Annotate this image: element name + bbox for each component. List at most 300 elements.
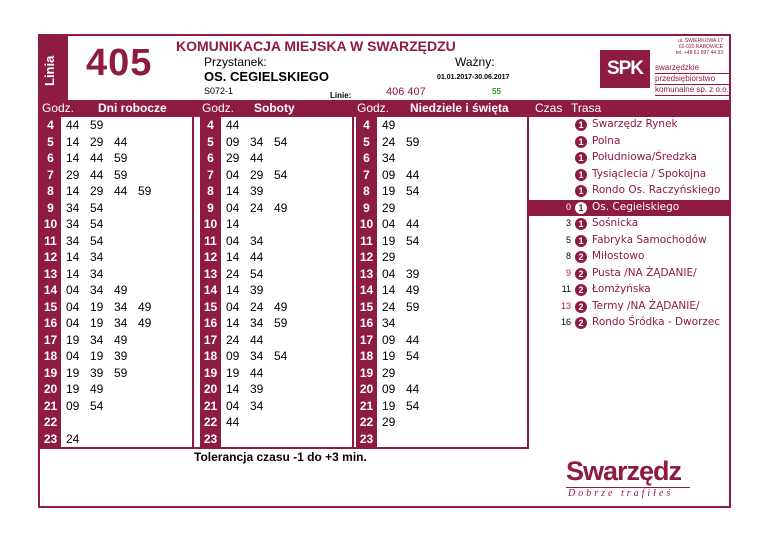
travel-time: 16 xyxy=(560,317,571,327)
minute-cell: 44 xyxy=(406,217,420,231)
hour-cell: 17 xyxy=(43,332,58,347)
address-line: 62-020 RABOWICE xyxy=(678,44,723,50)
table-row xyxy=(200,150,352,166)
route-stop xyxy=(529,282,731,298)
table-row xyxy=(200,398,352,414)
hour-cell: 21 xyxy=(203,398,218,413)
table-row xyxy=(200,167,352,183)
hour-cell: 13 xyxy=(203,266,218,281)
minute-cell: 34 xyxy=(90,283,104,297)
stop-name: Sośnicka xyxy=(592,217,639,229)
minute-cell: 49 xyxy=(274,200,288,215)
travel-time: 9 xyxy=(565,267,571,278)
hour-cell: 23 xyxy=(359,431,374,446)
minute-cell: 59 xyxy=(114,167,128,182)
hour-cell: 22 xyxy=(203,415,218,429)
minute-cell: 09 xyxy=(382,382,396,396)
hour-cell: 17 xyxy=(359,332,374,347)
hour-cell: 22 xyxy=(359,415,374,429)
minute-cell: 04 xyxy=(226,299,240,314)
table-row xyxy=(200,332,352,348)
minute-cell: 04 xyxy=(382,266,396,281)
table-row xyxy=(200,183,352,199)
minute-cell: 34 xyxy=(250,349,264,363)
minute-cell: 49 xyxy=(114,332,128,347)
minute-cell: 54 xyxy=(274,134,288,149)
godz-header: Godz. xyxy=(202,101,235,115)
minute-cell: 39 xyxy=(250,283,264,297)
hour-cell: 13 xyxy=(359,266,374,281)
route-stop xyxy=(529,167,731,183)
stop-name: OS. CEGIELSKIEGO xyxy=(204,69,329,84)
minute-cell: 19 xyxy=(382,233,396,248)
minute-cell: 54 xyxy=(406,398,420,413)
hour-cell: 10 xyxy=(203,217,218,231)
route-stop xyxy=(529,233,731,249)
minute-cell: 59 xyxy=(406,134,420,149)
minute-cell: 44 xyxy=(66,118,80,132)
minute-cell: 04 xyxy=(66,299,80,314)
minute-cell: 44 xyxy=(406,167,420,182)
minute-cell: 44 xyxy=(406,382,420,396)
route-header xyxy=(529,100,731,117)
minute-cell: 29 xyxy=(382,365,396,380)
table-row xyxy=(40,117,192,133)
table-row xyxy=(356,299,508,315)
sundays-header: Niedziele i święta xyxy=(410,101,509,115)
green-number: 55 xyxy=(492,87,501,96)
minute-cell: 34 xyxy=(382,151,396,165)
valid-dates: 01.01.2017-30.06.2017 xyxy=(437,74,510,81)
minute-cell: 44 xyxy=(250,332,264,347)
minute-cell: 54 xyxy=(90,217,104,231)
route-stop xyxy=(529,299,731,315)
zone-badge: 2 xyxy=(575,251,587,263)
hour-cell: 14 xyxy=(203,283,218,297)
minute-cell: 39 xyxy=(250,382,264,396)
stop-name: Rondo Śródka - Dworzec xyxy=(592,316,721,328)
minute-cell: 49 xyxy=(138,316,152,330)
minute-cell: 29 xyxy=(382,415,396,429)
table-row xyxy=(356,332,508,348)
table-row xyxy=(40,134,192,150)
minute-cell: 09 xyxy=(226,349,240,363)
stop-name: Miłostowo xyxy=(592,250,645,262)
table-row xyxy=(356,134,508,150)
minute-cell: 24 xyxy=(250,200,264,215)
minute-cell: 44 xyxy=(226,415,240,429)
table-row xyxy=(200,233,352,249)
hour-cell: 15 xyxy=(359,299,374,314)
stop-name: Łomżyńska xyxy=(592,283,651,295)
minute-cell: 19 xyxy=(90,349,104,363)
hour-cell: 19 xyxy=(359,365,374,380)
zone-badge: 1 xyxy=(575,235,587,247)
hour-cell: 14 xyxy=(43,283,58,297)
table-row xyxy=(356,216,508,232)
stop-name: Pusta /NA ŻĄDANIE/ xyxy=(592,266,697,279)
minute-cell: 54 xyxy=(406,233,420,248)
minute-cell: 54 xyxy=(406,184,420,198)
minute-cell: 34 xyxy=(114,299,128,314)
minute-cell: 54 xyxy=(250,266,264,281)
route-stop xyxy=(529,183,731,199)
hour-cell: 17 xyxy=(203,332,218,347)
minute-cell: 49 xyxy=(114,283,128,297)
table-row xyxy=(200,134,352,150)
hour-cell: 7 xyxy=(363,167,370,182)
minute-cell: 14 xyxy=(66,250,80,264)
minute-cell: 34 xyxy=(90,332,104,347)
zone-badge: 1 xyxy=(575,185,587,197)
table-row xyxy=(200,414,352,430)
minute-cell: 04 xyxy=(226,233,240,248)
minute-cell: 34 xyxy=(382,316,396,330)
stop-name: Południowa/Średzka xyxy=(592,151,697,163)
hour-cell: 20 xyxy=(359,382,374,396)
table-row xyxy=(356,200,508,216)
hour-cell: 12 xyxy=(359,250,374,264)
minute-cell: 34 xyxy=(66,217,80,231)
godz-header: Godz. xyxy=(357,101,390,115)
table-row xyxy=(356,348,508,364)
hour-cell: 18 xyxy=(203,349,218,363)
table-row xyxy=(40,216,192,232)
table-row xyxy=(40,431,192,447)
hour-cell: 4 xyxy=(47,118,54,132)
table-row xyxy=(356,117,508,133)
minute-cell: 49 xyxy=(274,299,288,314)
minute-cell: 59 xyxy=(114,365,128,380)
zone-badge: 2 xyxy=(575,268,587,280)
zone-badge: 2 xyxy=(575,301,587,313)
minute-cell: 04 xyxy=(66,283,80,297)
minute-cell: 44 xyxy=(114,134,128,149)
table-row xyxy=(40,167,192,183)
hour-cell: 11 xyxy=(44,233,57,248)
minute-cell: 59 xyxy=(90,118,104,132)
table-row xyxy=(40,150,192,166)
hour-cell: 11 xyxy=(204,233,217,248)
operator-name xyxy=(655,63,729,96)
route-stop xyxy=(529,216,731,232)
minute-cell: 04 xyxy=(66,316,80,330)
hour-cell: 5 xyxy=(47,134,54,149)
minute-cell: 09 xyxy=(66,398,80,413)
zone-badge: 2 xyxy=(575,284,587,296)
zone-badge: 1 xyxy=(575,119,587,131)
minute-cell: 44 xyxy=(226,118,240,132)
column-divider xyxy=(352,117,354,447)
minute-cell: 19 xyxy=(226,365,240,380)
minute-cell: 39 xyxy=(406,266,420,281)
minute-cell: 14 xyxy=(226,184,240,198)
table-row xyxy=(200,200,352,216)
table-row xyxy=(40,183,192,199)
hour-cell: 9 xyxy=(207,200,214,215)
zone-badge: 1 xyxy=(575,152,587,164)
minute-cell: 44 xyxy=(250,250,264,264)
minute-cell: 49 xyxy=(406,283,420,297)
route-stop xyxy=(529,315,731,331)
minute-cell: 34 xyxy=(90,250,104,264)
operator-name-line: swarzędzkie xyxy=(655,63,729,74)
minute-cell: 29 xyxy=(250,167,264,182)
minute-cell: 59 xyxy=(138,184,152,198)
minute-cell: 14 xyxy=(226,382,240,396)
czas-header: Czas xyxy=(535,101,563,115)
page-title: KOMUNIKACJA MIEJSKA W SWARZĘDZU xyxy=(176,38,456,54)
zone-badge: 1 xyxy=(575,202,587,214)
saturdays-header: Soboty xyxy=(254,101,295,115)
minute-cell: 59 xyxy=(274,316,288,330)
minute-cell: 54 xyxy=(274,349,288,363)
minute-cell: 19 xyxy=(382,184,396,198)
hour-cell: 20 xyxy=(203,382,218,396)
hour-cell: 12 xyxy=(43,250,58,264)
stop-name: Tysiąclecia / Spokojna xyxy=(592,167,707,180)
operator-name-line: przedsiębiorstwo xyxy=(655,74,729,85)
hour-cell: 6 xyxy=(363,151,370,165)
minute-cell: 54 xyxy=(90,200,104,215)
swarzedz-tagline: Dobrze trafiłeś xyxy=(568,488,674,499)
minute-cell: 24 xyxy=(66,431,80,446)
linia-label: Linia xyxy=(42,55,57,86)
route-stop xyxy=(529,266,731,282)
minute-cell: 44 xyxy=(250,365,264,380)
table-row xyxy=(356,381,508,397)
hour-cell: 4 xyxy=(363,118,370,132)
minute-cell: 34 xyxy=(114,316,128,330)
divider xyxy=(40,447,529,449)
stop-name: Rondo Os. Raczyńskiego xyxy=(592,184,721,196)
stop-name: Fabryka Samochodów xyxy=(592,233,707,246)
travel-time: 0 xyxy=(565,201,571,212)
table-row xyxy=(40,315,192,331)
minute-cell: 14 xyxy=(382,283,396,297)
hour-cell: 6 xyxy=(207,151,214,165)
minute-cell: 44 xyxy=(114,184,128,198)
godz-header: Godz. xyxy=(42,101,75,115)
minute-cell: 49 xyxy=(138,299,152,314)
minute-cell: 14 xyxy=(66,266,80,281)
minute-cell: 34 xyxy=(250,233,264,248)
zone-badge: 1 xyxy=(575,169,587,181)
hour-cell: 23 xyxy=(203,431,218,446)
minute-cell: 19 xyxy=(66,382,80,396)
hour-cell: 11 xyxy=(360,233,373,248)
stop-label: Przystanek: xyxy=(204,55,267,69)
table-row xyxy=(200,348,352,364)
table-row xyxy=(40,249,192,265)
table-row xyxy=(200,249,352,265)
hour-cell: 16 xyxy=(43,316,58,330)
route-stop xyxy=(529,117,731,133)
table-row xyxy=(200,365,352,381)
tolerance-note: Tolerancja czasu -1 do +3 min. xyxy=(194,450,367,464)
minute-cell: 54 xyxy=(90,398,104,413)
table-row xyxy=(200,282,352,298)
hour-cell: 10 xyxy=(359,217,374,231)
minute-cell: 29 xyxy=(382,200,396,215)
minute-cell: 34 xyxy=(66,233,80,248)
minute-cell: 29 xyxy=(66,167,80,182)
minute-cell: 29 xyxy=(382,250,396,264)
minute-cell: 49 xyxy=(90,382,104,396)
hour-cell: 5 xyxy=(207,134,214,149)
hour-cell: 8 xyxy=(363,184,370,198)
minute-cell: 04 xyxy=(226,398,240,413)
travel-time: 13 xyxy=(560,300,571,311)
minute-cell: 44 xyxy=(406,332,420,347)
hour-cell: 6 xyxy=(47,151,54,165)
hour-cell: 16 xyxy=(359,316,374,330)
minute-cell: 34 xyxy=(250,134,264,149)
weekdays-header: Dni robocze xyxy=(98,101,167,115)
minute-cell: 14 xyxy=(226,217,240,231)
hour-cell: 21 xyxy=(359,398,374,413)
hour-cell: 18 xyxy=(359,349,374,363)
table-row xyxy=(40,348,192,364)
hour-cell: 23 xyxy=(43,431,58,446)
zone-badge: 1 xyxy=(575,136,587,148)
table-row xyxy=(40,365,192,381)
minute-cell: 49 xyxy=(382,118,396,132)
trasa-header: Trasa xyxy=(571,101,602,115)
timetable-header xyxy=(40,100,529,117)
minute-cell: 19 xyxy=(90,299,104,314)
hour-cell: 14 xyxy=(359,283,374,297)
stop-name: Os. Cegielskiego xyxy=(592,200,680,213)
hour-cell: 16 xyxy=(203,316,218,330)
minute-cell: 09 xyxy=(382,167,396,182)
hour-cell: 8 xyxy=(47,184,54,198)
travel-time: 8 xyxy=(565,251,571,261)
minute-cell: 34 xyxy=(250,316,264,330)
minute-cell: 24 xyxy=(382,299,396,314)
table-row xyxy=(356,431,508,447)
minute-cell: 34 xyxy=(66,200,80,215)
minute-cell: 29 xyxy=(90,134,104,149)
table-row xyxy=(40,414,192,430)
operator-address xyxy=(655,38,723,56)
address-line: ul. ŚWIERKOWA 17 xyxy=(678,38,723,44)
column-divider xyxy=(192,117,194,447)
table-row xyxy=(40,266,192,282)
minute-cell: 59 xyxy=(406,299,420,314)
minute-cell: 54 xyxy=(90,233,104,248)
travel-time: 5 xyxy=(565,234,571,245)
minute-cell: 14 xyxy=(226,283,240,297)
other-lines-list: 406 407 xyxy=(386,86,426,98)
table-row xyxy=(356,249,508,265)
hour-cell: 21 xyxy=(43,398,58,413)
stop-name: Swarzędz Rynek xyxy=(592,118,678,130)
zone-badge: 2 xyxy=(575,317,587,329)
line-number: 405 xyxy=(86,42,153,84)
table-row xyxy=(356,150,508,166)
hour-cell: 18 xyxy=(43,349,58,363)
timetable-frame xyxy=(38,34,731,508)
hour-cell: 9 xyxy=(47,200,54,215)
minute-cell: 44 xyxy=(90,151,104,165)
spk-logo: SPK xyxy=(600,50,650,88)
minute-cell: 19 xyxy=(382,398,396,413)
table-row xyxy=(40,381,192,397)
minute-cell: 54 xyxy=(406,349,420,363)
zone-badge: 1 xyxy=(575,218,587,230)
minute-cell: 54 xyxy=(274,167,288,182)
table-row xyxy=(40,299,192,315)
minute-cell: 24 xyxy=(226,332,240,347)
table-row xyxy=(40,233,192,249)
minute-cell: 04 xyxy=(66,349,80,363)
table-row xyxy=(200,315,352,331)
hour-cell: 9 xyxy=(363,200,370,215)
table-row xyxy=(356,167,508,183)
stop-code: S072-1 xyxy=(204,86,234,96)
swarzedz-logo: Swarzędz xyxy=(566,456,682,486)
minute-cell: 34 xyxy=(90,266,104,281)
minute-cell: 04 xyxy=(226,200,240,215)
minute-cell: 34 xyxy=(250,398,264,413)
table-row xyxy=(356,282,508,298)
hour-cell: 4 xyxy=(207,118,214,132)
minute-cell: 04 xyxy=(226,167,240,182)
minute-cell: 09 xyxy=(226,134,240,149)
table-row xyxy=(200,117,352,133)
route-stop xyxy=(529,249,731,265)
travel-time: 3 xyxy=(565,218,571,228)
minute-cell: 29 xyxy=(226,151,240,165)
hour-cell: 7 xyxy=(47,167,54,182)
minute-cell: 29 xyxy=(90,184,104,198)
minute-cell: 14 xyxy=(66,184,80,198)
table-row xyxy=(356,315,508,331)
table-row xyxy=(40,398,192,414)
operator-name-line: komunalne sp. z o.o. xyxy=(655,85,729,94)
minute-cell: 19 xyxy=(90,316,104,330)
minute-cell: 19 xyxy=(66,332,80,347)
linia-strip xyxy=(40,36,68,100)
minute-cell: 14 xyxy=(66,134,80,149)
hour-cell: 13 xyxy=(43,266,58,281)
table-row xyxy=(356,365,508,381)
table-row xyxy=(200,381,352,397)
table-row xyxy=(356,183,508,199)
minute-cell: 24 xyxy=(226,266,240,281)
minute-cell: 39 xyxy=(114,349,128,363)
hour-cell: 12 xyxy=(203,250,218,264)
address-line: tel. +48 61 897 44 33 xyxy=(675,50,723,56)
route-stop xyxy=(529,134,731,150)
minute-cell: 14 xyxy=(226,250,240,264)
table-row xyxy=(356,233,508,249)
minute-cell: 39 xyxy=(90,365,104,380)
hour-cell: 8 xyxy=(207,184,214,198)
table-row xyxy=(200,216,352,232)
other-lines-label: Linie: xyxy=(330,91,352,100)
hour-cell: 15 xyxy=(203,299,218,314)
table-row xyxy=(356,398,508,414)
hour-cell: 22 xyxy=(43,415,58,429)
hour-cell: 7 xyxy=(207,167,214,182)
table-row xyxy=(40,282,192,298)
minute-cell: 14 xyxy=(226,316,240,330)
minute-cell: 44 xyxy=(90,167,104,182)
hour-cell: 19 xyxy=(43,365,58,380)
minute-cell: 24 xyxy=(250,299,264,314)
